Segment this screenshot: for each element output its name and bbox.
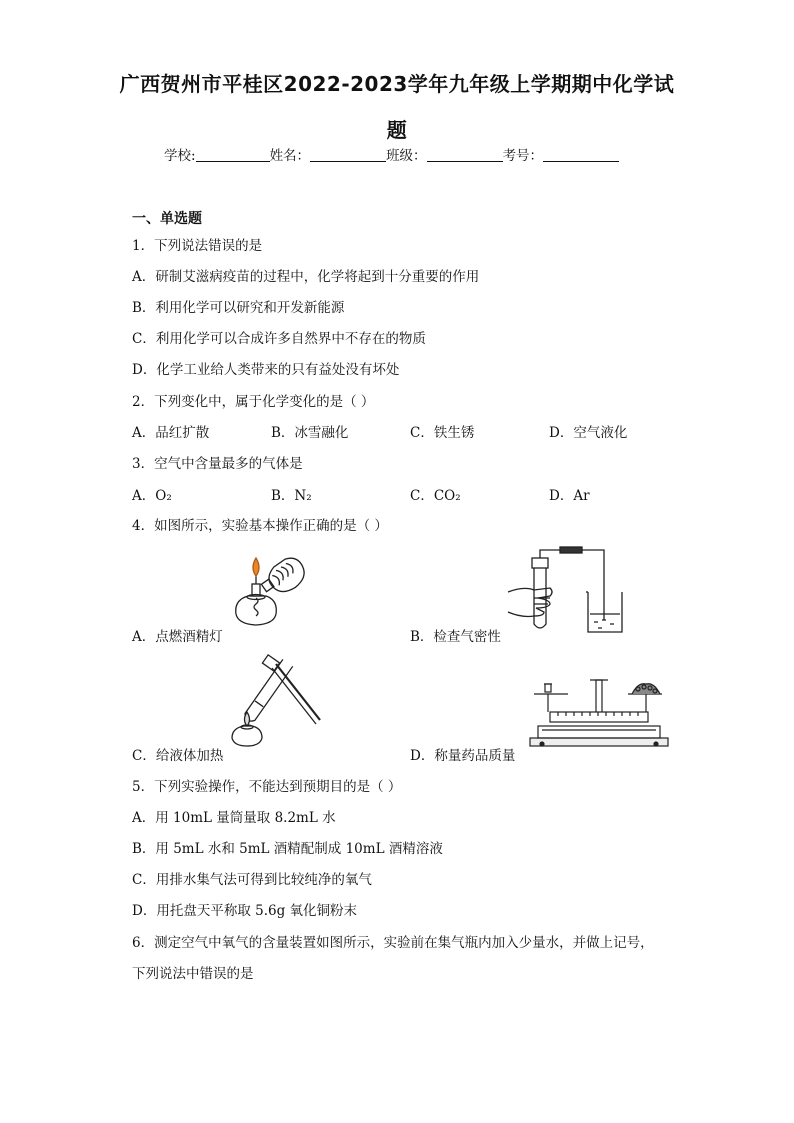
question-1-option-c: C．利用化学可以合成许多自然界中不存在的物质 [132, 331, 426, 347]
question-6-stem-line1: 6．测定空气中氧气的含量装置如图所示，实验前在集气瓶内加入少量水，并做上记号， [132, 935, 654, 951]
question-4-stem: 4．如图所示，实验基本操作正确的是（ ） [132, 518, 388, 534]
class-label: 班级： [386, 148, 427, 164]
question-3-option-b: B．N₂ [271, 488, 312, 504]
school-blank[interactable] [196, 147, 270, 162]
question-6-stem-line2: 下列说法中错误的是 [132, 966, 254, 982]
question-2-option-b: B．冰雪融化 [271, 425, 349, 441]
page-title-continued: 题 [386, 118, 408, 142]
question-3-option-a: A．O₂ [132, 488, 172, 504]
question-5-stem: 5．下列实验操作，不能达到预期目的是（ ） [132, 779, 402, 795]
heating-liquid-figure [226, 654, 326, 750]
question-2-option-c: C．铁生锈 [410, 425, 475, 441]
question-5-option-c: C．用排水集气法可得到比较纯净的氧气 [132, 872, 372, 888]
question-3-option-c: C．CO₂ [410, 488, 461, 504]
question-1-option-b: B．利用化学可以研究和开发新能源 [132, 300, 345, 316]
number-label: 考号： [502, 148, 544, 164]
question-4-option-a: A．点燃酒精灯 [132, 629, 223, 645]
question-1-option-d: D．化学工业给人类带来的只有益处没有坏处 [132, 362, 400, 378]
question-2-option-d: D．空气液化 [549, 425, 628, 441]
question-5-option-d: D．用托盘天平称取 5.6g 氧化铜粉末 [132, 903, 358, 919]
name-label: 姓名： [269, 148, 311, 164]
question-2-stem: 2．下列变化中，属于化学变化的是（ ） [132, 394, 375, 410]
question-1-stem: 1．下列说法错误的是 [132, 238, 263, 254]
student-info-line [164, 144, 619, 164]
question-3-stem: 3．空气中含量最多的气体是 [132, 456, 303, 472]
airtightness-check-figure [504, 540, 630, 636]
name-blank[interactable] [310, 147, 386, 162]
question-4-option-c: C．给液体加热 [132, 748, 224, 764]
section-heading: 一、单选题 [132, 211, 202, 227]
page-title: 广西贺州市平桂区2022-2023学年九年级上学期期中化学试 [119, 72, 675, 96]
balance-weighing-figure [528, 672, 670, 750]
question-4-option-d: D．称量药品质量 [410, 748, 516, 764]
alcohol-lamp-lighting-figure [226, 554, 312, 634]
class-blank[interactable] [427, 147, 503, 162]
question-5-option-b: B．用 5mL 水和 5mL 酒精配制成 10mL 酒精溶液 [132, 841, 443, 857]
question-1-option-a: A．研制艾滋病疫苗的过程中，化学将起到十分重要的作用 [132, 269, 480, 285]
question-2-option-a: A．品红扩散 [132, 425, 210, 441]
school-label: 学校: [164, 148, 196, 164]
question-3-option-d: D．Ar [549, 488, 590, 504]
question-4-option-b: B．检查气密性 [410, 629, 501, 645]
number-blank[interactable] [543, 147, 619, 162]
question-5-option-a: A．用 10mL 量筒量取 8.2mL 水 [132, 810, 336, 826]
